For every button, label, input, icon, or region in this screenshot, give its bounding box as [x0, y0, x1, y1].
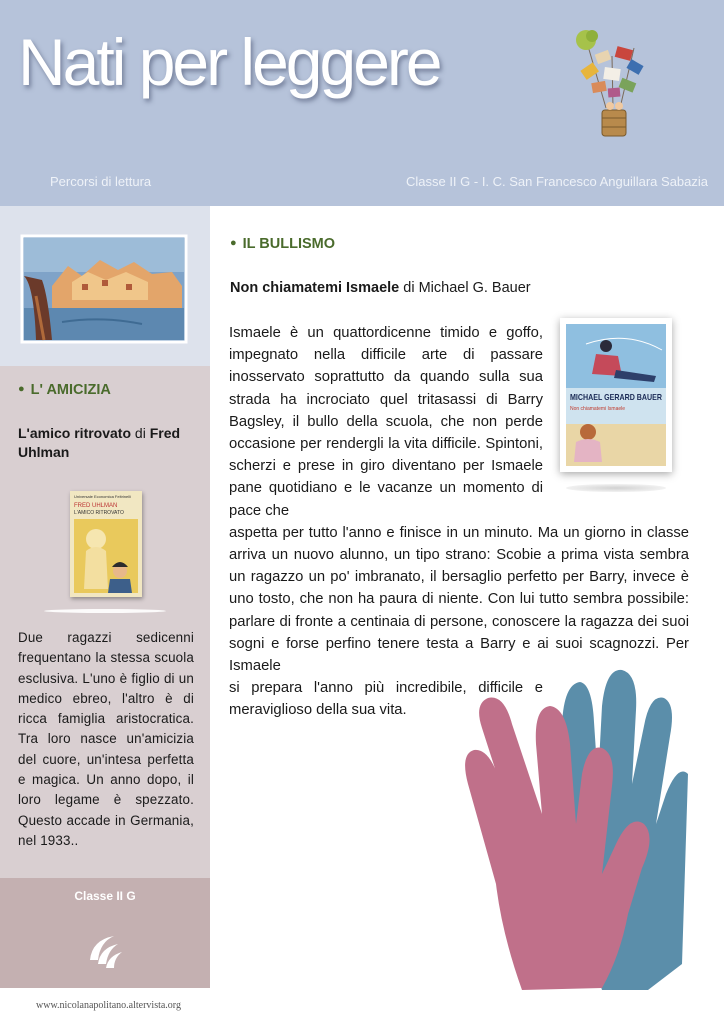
main-book-author: Michael G. Bauer [418, 280, 531, 296]
hands-illustration [452, 664, 692, 994]
main-section-heading: ● IL BULLISMO [230, 236, 336, 252]
book-balloon-illustration [568, 26, 656, 148]
main-book-summary [229, 322, 689, 722]
town-painting-image [22, 236, 186, 342]
main-book-title: Non chiamatemi Ismaele di Michael G. Bauer [230, 280, 531, 296]
svg-text:FRED UHLMAN: FRED UHLMAN [74, 503, 118, 509]
school-logo-icon [84, 930, 126, 972]
website-link[interactable]: www.nicolanapolitano.altervista.org [36, 1000, 181, 1011]
sidebar-book-title: L'amico ritrovato di Fred Uhlman [18, 425, 181, 460]
summary-part-2: aspetta per tutto l'anno e finisce in un minuto. Ma un giorno in classe arriva un nuovo alunno, un tipo strano: Scobie a prima vista sembra un ragazzo un po' imbranato, il bersaglio perfetto per Barry, invece è uno tosto, che non ha paura di niente. Con lui tutto sembra possibile: parlare di fronte a centinaia di persone, conoscere la ragazza dei suoi sogni e forse perfino tenere testa a Barry e ai suoi scagnozzi. Per Ismaele [229, 524, 689, 675]
svg-text:Non chiamatemi Ismaele: Non chiamatemi Ismaele [570, 406, 626, 412]
header-school-info: Classe II G - I. C. San Francesco Anguillara Sabazia [405, 174, 708, 189]
sidebar-book-summary: Due ragazzi sedicenni frequentano la stessa scuola esclusiva. L'uno è figlio di un medico ebreo, l'altro è di ricca famiglia aristocratica. Tra loro nasce un'amicizia del cuore, un'intesa perfetta e magica. Un anno dopo, il loro legame è spezzato. Questo accade in Germania, nel 1933.. [18, 630, 194, 848]
header-banner [0, 0, 724, 206]
class-label: Classe II G [74, 889, 136, 903]
header-subtitle: Percorsi di lettura [50, 174, 152, 189]
sidebar-book-name: L'amico ritrovato [18, 425, 132, 441]
svg-text:MICHAEL GERARD BAUER: MICHAEL GERARD BAUER [570, 392, 662, 402]
summary-part-1: Ismaele è un quattordicenne timido e goffo, impegnato nella difficile arte di passare inosservato soprattutto da quando sulla sua strada ha incrociato quel tritasassi di Barry Bagsley, il bullo della scuola, che non perde occasione per rendergli la vita difficile. Spintoni, scherzi e prese in giro diventano per Ismaele pane quotidiano e le vacanze un momento di pace che [229, 325, 543, 519]
svg-text:Universale Economica Feltrinel: Universale Economica Feltrinelli [74, 494, 131, 499]
sidebar-section-heading: ● L' AMICIZIA [18, 382, 111, 398]
sidebar-book-author: Fred Uhlman [18, 425, 181, 460]
summary-part-3: si prepara l'anno più incredibile, difficile e meraviglioso della sua vita. [229, 680, 543, 719]
amico-ritrovato-cover-image [70, 491, 142, 597]
svg-text:L'AMICO RITROVATO: L'AMICO RITROVATO [74, 510, 124, 516]
page-title: Nati per leggere [18, 25, 440, 99]
cover-reflection [44, 609, 166, 613]
main-book-name: Non chiamatemi Ismaele [230, 280, 400, 296]
